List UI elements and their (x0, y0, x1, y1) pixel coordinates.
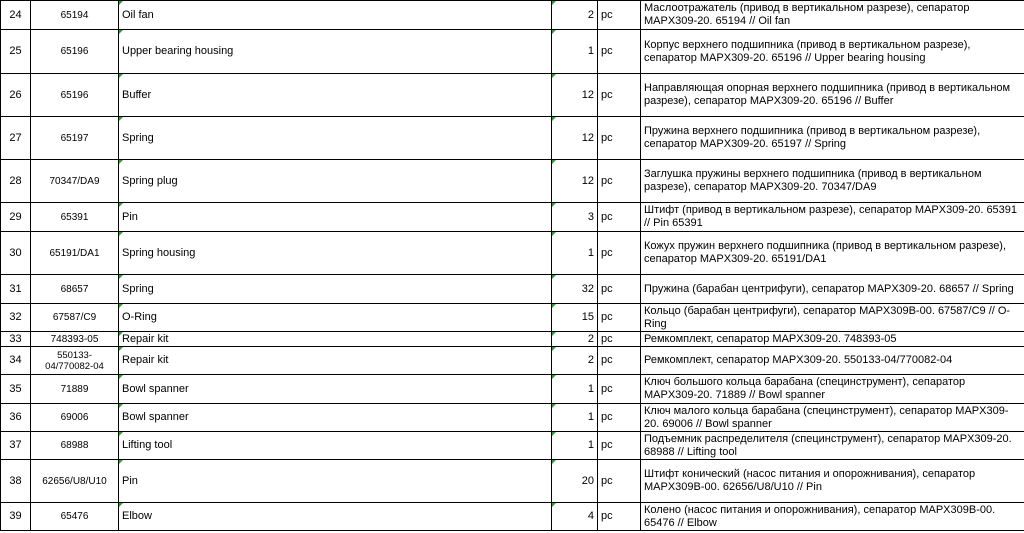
unit-cell[interactable]: pc (598, 375, 641, 404)
part-code-cell[interactable]: 67587/C9 (31, 304, 119, 332)
part-name-cell[interactable]: O-Ring (119, 304, 552, 332)
table-row (1, 30, 1024, 74)
table-row (1, 1, 1024, 30)
unit-cell[interactable]: pc (598, 203, 641, 232)
description-cell[interactable]: Маслоотражатель (привод в вертикальном разрезе), сепаратор MAPX309-20. 65194 // Oil fan (641, 1, 1024, 30)
unit-cell[interactable]: pc (598, 332, 641, 347)
part-name-cell[interactable]: Bowl spanner (119, 375, 552, 404)
description-cell[interactable]: Заглушка пружины верхнего подшипника (привод в вертикальном разрезе), сепаратор MAPX309-20. 70347/DA9 (641, 160, 1024, 203)
parts-table-body (1, 1, 1024, 531)
table-row (1, 74, 1024, 117)
part-code-cell[interactable]: 65196 (31, 30, 119, 74)
quantity-cell[interactable]: 1 (552, 30, 598, 74)
table-row (1, 275, 1024, 304)
unit-cell[interactable]: pc (598, 275, 641, 304)
unit-cell[interactable]: pc (598, 117, 641, 160)
quantity-cell[interactable]: 20 (552, 460, 598, 503)
row-number-cell[interactable]: 30 (1, 232, 31, 275)
quantity-cell[interactable]: 4 (552, 503, 598, 531)
part-name-cell[interactable]: Elbow (119, 503, 552, 531)
description-cell[interactable]: Ключ малого кольца барабана (специнструмент), сепаратор MAPX309-20. 69006 // Bowl spanner (641, 404, 1024, 432)
quantity-cell[interactable]: 12 (552, 117, 598, 160)
row-number-cell[interactable]: 31 (1, 275, 31, 304)
table-row (1, 232, 1024, 275)
table-row (1, 347, 1024, 375)
description-cell[interactable]: Штифт (привод в вертикальном разрезе), сепаратор MAPX309-20. 65391 // Pin 65391 (641, 203, 1024, 232)
unit-cell[interactable]: pc (598, 304, 641, 332)
part-code-cell[interactable]: 748393-05 (31, 332, 119, 347)
unit-cell[interactable]: pc (598, 347, 641, 375)
part-code-cell[interactable]: 69006 (31, 404, 119, 432)
table-row (1, 332, 1024, 347)
row-number-cell[interactable]: 33 (1, 332, 31, 347)
part-code-cell[interactable]: 65476 (31, 503, 119, 531)
part-name-cell[interactable]: Repair kit (119, 347, 552, 375)
row-number-cell[interactable]: 27 (1, 117, 31, 160)
part-code-cell[interactable]: 65191/DA1 (31, 232, 119, 275)
table-row (1, 503, 1024, 531)
description-cell[interactable]: Штифт конический (насос питания и опорожнивания), сепаратор MAPX309B-00. 62656/U8/U10 // Pin (641, 460, 1024, 503)
unit-cell[interactable]: pc (598, 1, 641, 30)
part-code-cell[interactable]: 68657 (31, 275, 119, 304)
part-name-cell[interactable]: Pin (119, 460, 552, 503)
quantity-cell[interactable]: 2 (552, 347, 598, 375)
quantity-cell[interactable]: 2 (552, 332, 598, 347)
part-name-cell[interactable]: Oil fan (119, 1, 552, 30)
description-cell[interactable]: Подъемник распределителя (специнструмент), сепаратор MAPX309-20. 68988 // Lifting tool (641, 432, 1024, 460)
row-number-cell[interactable]: 34 (1, 347, 31, 375)
description-cell[interactable]: Ремкомплект, сепаратор MAPX309-20. 550133-04/770082-04 (641, 347, 1024, 375)
table-row (1, 404, 1024, 432)
quantity-cell[interactable]: 12 (552, 74, 598, 117)
part-name-cell[interactable]: Upper bearing housing (119, 30, 552, 74)
unit-cell[interactable]: pc (598, 30, 641, 74)
quantity-cell[interactable]: 1 (552, 432, 598, 460)
description-cell[interactable]: Пружина (барабан центрифуги), сепаратор MAPX309-20. 68657 // Spring (641, 275, 1024, 304)
part-code-cell[interactable]: 70347/DA9 (31, 160, 119, 203)
part-name-cell[interactable]: Pin (119, 203, 552, 232)
part-code-cell[interactable]: 65194 (31, 1, 119, 30)
table-row (1, 460, 1024, 503)
table-row (1, 160, 1024, 203)
table-row (1, 375, 1024, 404)
part-name-cell[interactable]: Spring (119, 275, 552, 304)
part-code-cell[interactable]: 71889 (31, 375, 119, 404)
part-name-cell[interactable]: Spring (119, 117, 552, 160)
description-cell[interactable]: Корпус верхнего подшипника (привод в вертикальном разрезе), сепаратор MAPX309-20. 65196 // Upper bearing housing (641, 30, 1024, 74)
part-code-cell[interactable]: 550133-04/770082-04 (31, 347, 119, 375)
part-name-cell[interactable]: Lifting tool (119, 432, 552, 460)
table-row (1, 304, 1024, 332)
row-number-cell[interactable]: 35 (1, 375, 31, 404)
row-number-cell[interactable]: 39 (1, 503, 31, 531)
unit-cell[interactable]: pc (598, 460, 641, 503)
row-number-cell[interactable]: 38 (1, 460, 31, 503)
quantity-cell[interactable]: 12 (552, 160, 598, 203)
unit-cell[interactable]: pc (598, 74, 641, 117)
part-name-cell[interactable]: Spring plug (119, 160, 552, 203)
row-number-cell[interactable]: 32 (1, 304, 31, 332)
table-row (1, 117, 1024, 160)
unit-cell[interactable]: pc (598, 503, 641, 531)
row-number-cell[interactable]: 25 (1, 30, 31, 74)
description-cell[interactable]: Ключ большого кольца барабана (специнструмент), сепаратор MAPX309-20. 71889 // Bowl spanner (641, 375, 1024, 404)
description-cell[interactable]: Направляющая опорная верхнего подшипника (привод в вертикальном разрезе), сепаратор MAPX309-20. 65196 // Buffer (641, 74, 1024, 117)
table-row (1, 432, 1024, 460)
description-cell[interactable]: Кожух пружин верхнего подшипника (привод в вертикальном разрезе), сепаратор MAPX309-20. 65191/DA1 (641, 232, 1024, 275)
quantity-cell[interactable]: 3 (552, 203, 598, 232)
part-code-cell[interactable]: 68988 (31, 432, 119, 460)
part-code-cell[interactable]: 65197 (31, 117, 119, 160)
part-name-cell[interactable]: Buffer (119, 74, 552, 117)
unit-cell[interactable]: pc (598, 404, 641, 432)
quantity-cell[interactable]: 1 (552, 375, 598, 404)
part-name-cell[interactable]: Repair kit (119, 332, 552, 347)
unit-cell[interactable]: pc (598, 232, 641, 275)
row-number-cell[interactable]: 29 (1, 203, 31, 232)
unit-cell[interactable]: pc (598, 160, 641, 203)
quantity-cell[interactable]: 1 (552, 232, 598, 275)
row-number-cell[interactable]: 28 (1, 160, 31, 203)
row-number-cell[interactable]: 24 (1, 1, 31, 30)
row-number-cell[interactable]: 36 (1, 404, 31, 432)
quantity-cell[interactable]: 2 (552, 1, 598, 30)
part-code-cell[interactable]: 65391 (31, 203, 119, 232)
description-cell[interactable]: Пружина верхнего подшипника (привод в вертикальном разрезе), сепаратор MAPX309-20. 65197 // Spring (641, 117, 1024, 160)
quantity-cell[interactable]: 15 (552, 304, 598, 332)
row-number-cell[interactable]: 26 (1, 74, 31, 117)
description-cell[interactable]: Кольцо (барабан центрифуги), сепаратор MAPX309B-00. 67587/C9 // O-Ring (641, 304, 1024, 332)
part-code-cell[interactable]: 65196 (31, 74, 119, 117)
quantity-cell[interactable]: 32 (552, 275, 598, 304)
description-cell[interactable]: Колено (насос питания и опорожнивания), сепаратор MAPX309B-00. 65476 // Elbow (641, 503, 1024, 531)
part-name-cell[interactable]: Spring housing (119, 232, 552, 275)
quantity-cell[interactable]: 1 (552, 404, 598, 432)
unit-cell[interactable]: pc (598, 432, 641, 460)
row-number-cell[interactable]: 37 (1, 432, 31, 460)
table-row (1, 203, 1024, 232)
description-cell[interactable]: Ремкомплект, сепаратор MAPX309-20. 748393-05 (641, 332, 1024, 347)
part-name-cell[interactable]: Bowl spanner (119, 404, 552, 432)
part-code-cell[interactable]: 62656/U8/U10 (31, 460, 119, 503)
